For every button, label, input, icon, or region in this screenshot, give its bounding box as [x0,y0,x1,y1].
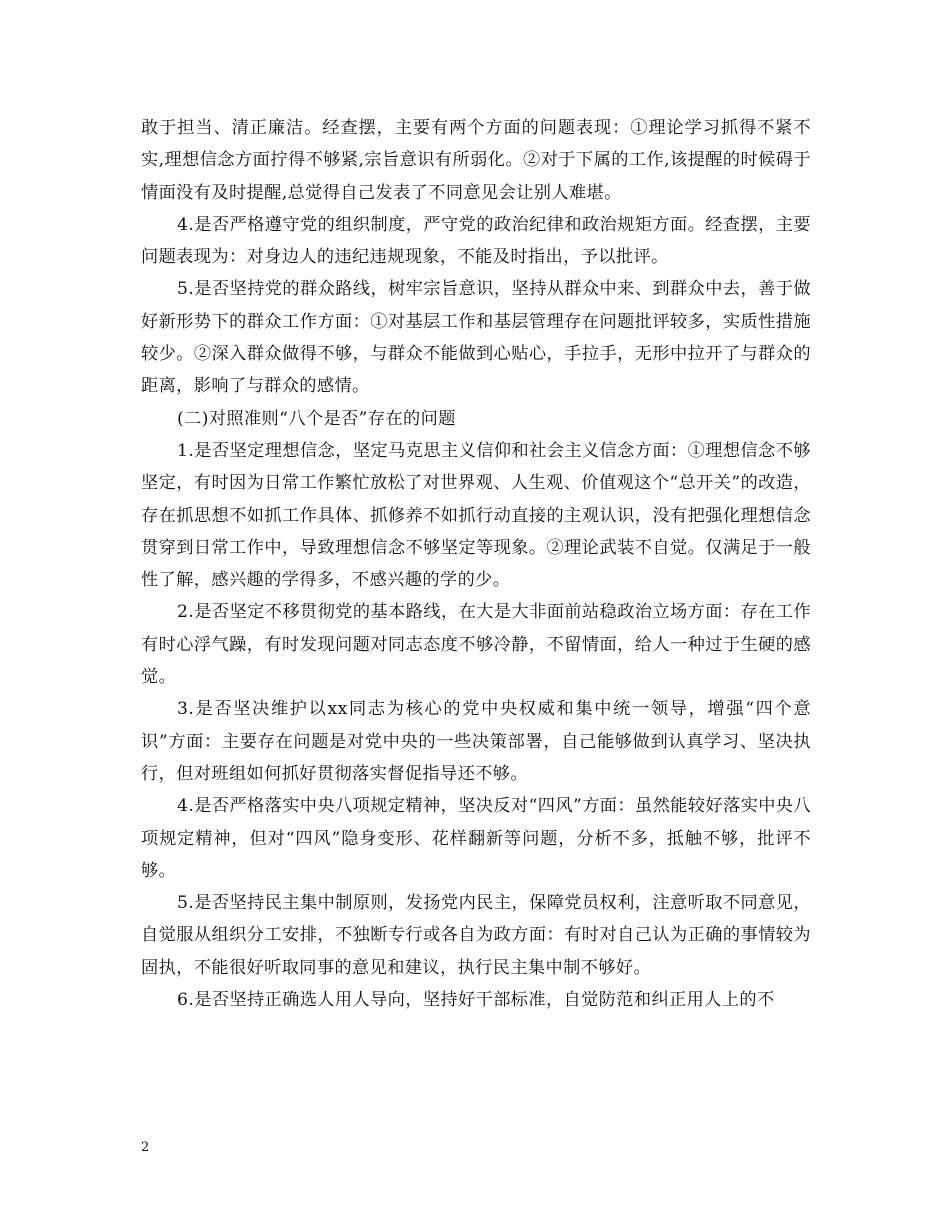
paragraph-3: 5.是否坚持党的群众路线，树牢宗旨意识，坚持从群众中来、到群众中去，善于做好新形势下的群众工作方面：①对基层工作和基层管理存在问题批评较多，实质性措施较少。②深入群众做得不够，与群众不能做到心贴心，手拉手，无形中拉开了与群众的距离，影响了与群众的感情。 [141,279,811,397]
paragraph-6: 2.是否坚定不移贯彻党的基本路线，在大是大非面前站稳政治立场方面：存在工作有时心浮气躁，有时发现问题对同志态度不够冷静，不留情面，给人一种过于生硬的感觉。 [141,602,811,688]
page-number: 2 [141,1140,150,1155]
paragraph-7: 3.是否坚决维护以xx同志为核心的党中央权威和集中统一领导，增强“四个意识”方面：主要存在问题是对党中央的一些决策部署，自己能够做到认真学习、坚决执行，但对班组如何抓好贯彻落实督促指导还不够。 [141,699,811,784]
paragraph-1: 敢于担当、清正廉洁。经查摆，主要有两个方面的问题表现：①理论学习抓得不紧不实,理想信念方面拧得不够紧,宗旨意识有所弱化。②对于下属的工作,该提醒的时候碍于情面没有及时提醒,总觉得自己发表了不同意见会让别人难堪。 [141,118,811,203]
paragraph-9: 5.是否坚持民主集中制原则，发扬党内民主，保障党员权利，注意听取不同意见，自觉服从组织分工安排，不独断专行或各自为政方面：有时对自己认为正确的事情较为固执，不能很好听取同事的意见和建议，执行民主集中制不够好。 [141,893,811,978]
paragraph-2: 4.是否严格遵守党的组织制度，严守党的政治纪律和政治规矩方面。经查摆，主要问题表现为：对身边人的违纪违规现象，不能及时指出，予以批评。 [141,214,811,268]
paragraph-10: 6.是否坚持正确选人用人导向，坚持好干部标准，自觉防范和纠正用人上的不 [177,990,775,1011]
paragraph-5: 1.是否坚定理想信念，坚定马克思主义信仰和社会主义信念方面：①理想信念不够坚定，有时因为日常工作繁忙放松了对世界观、人生观、价值观这个“总开关”的改造，存在抓思想不如抓工作具体、抓修养不如抓行动直接的主观认识，没有把强化理想信念贯穿到日常工作中，导致理想信念不够坚定等现象。②理论武装不自觉。仅满足于一般性了解，感兴趣的学得多，不感兴趣的学的少。 [141,440,811,591]
section-heading: (二)对照准则“八个是否”存在的问题 [177,408,456,429]
document-body [141,112,811,1016]
paragraph-8: 4.是否严格落实中央八项规定精神，坚决反对“四风”方面：虽然能较好落实中央八项规定精神，但对“四风”隐身变形、花样翻新等问题，分析不多，抵触不够，批评不够。 [141,796,811,881]
